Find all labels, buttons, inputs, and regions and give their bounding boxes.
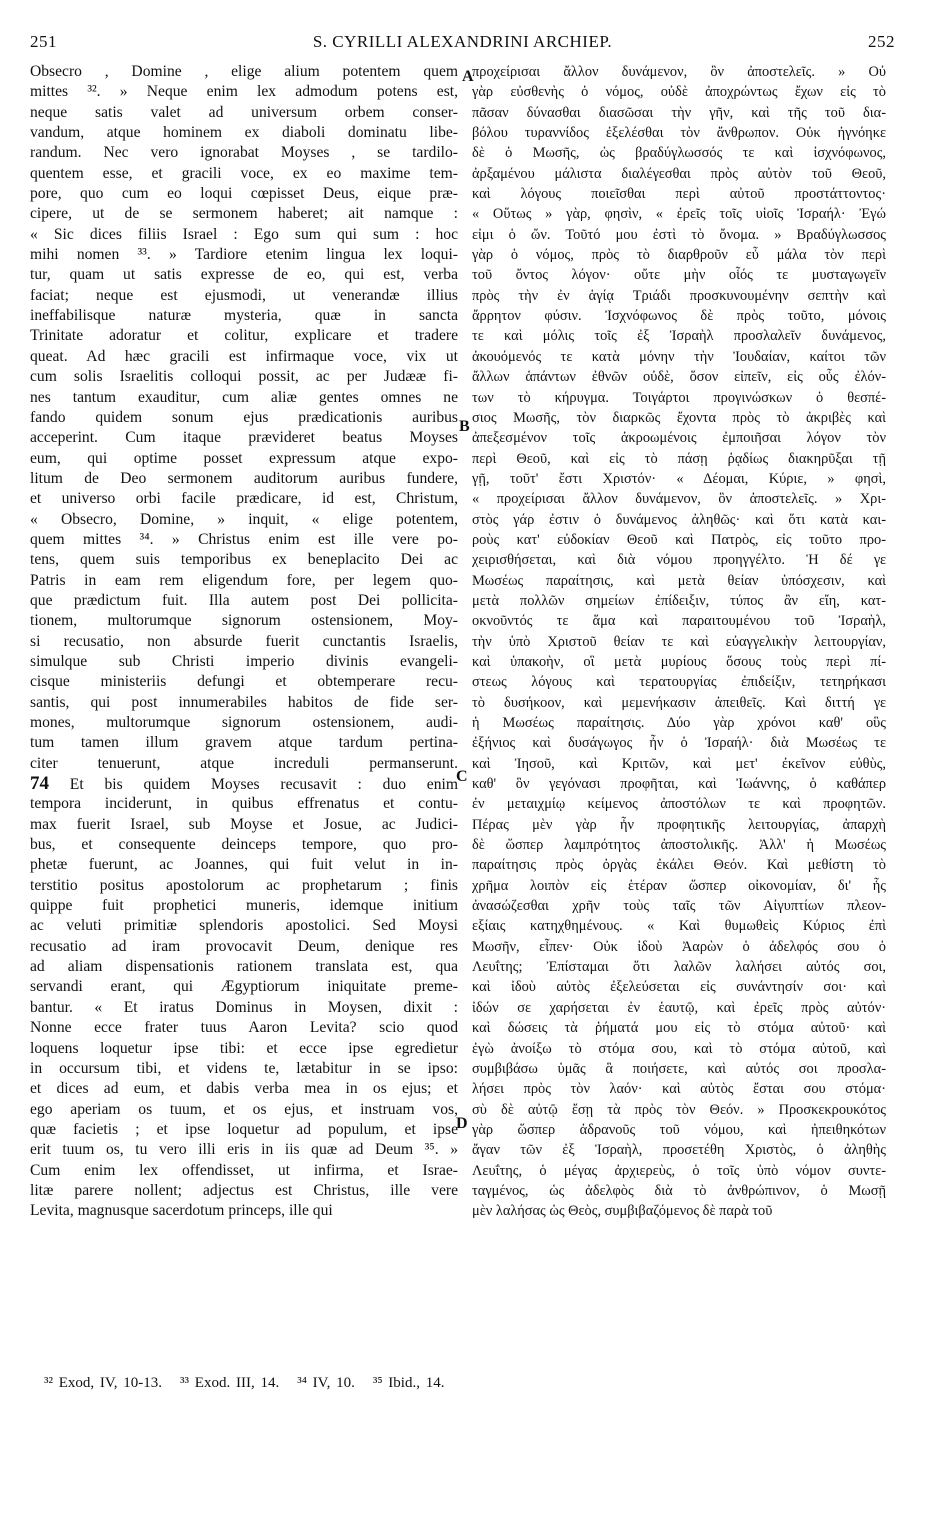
margin-letter-a: A xyxy=(462,68,474,85)
greek-text-line: ἐξήνιος καὶ δυσάγωγος ἦν ὁ Ἰσραήλ· διὰ Μωσέως τε xyxy=(472,735,886,752)
latin-text-line: et dices ad eum, et dabis verba mea in os ejus; et xyxy=(30,1080,458,1098)
greek-text-line: ροὺς κατ' εὐδοκίαν Θεοῦ καὶ Πατρὸς, εἰς τοῦτο προ- xyxy=(472,531,886,548)
greek-text-line: ἄρρητον φύσιν. Ἰσχνόφωνος δὲ πρὸς τοῦτο, μόνοις xyxy=(472,308,886,325)
greek-text-line: τὴν ὑπὸ Χριστοῦ θείαν τε καὶ εὐαγγελικὴν λειτουργίαν, xyxy=(472,633,886,650)
page-number-left: 251 xyxy=(30,32,57,51)
footnote: ³⁴ IV, 10. xyxy=(297,1375,355,1391)
greek-text-line: ἄλλων ἁπάντων ἐθνῶν οὐδὲ, ὅσον εἰπεῖν, εἰς οὖς ἐλόν- xyxy=(472,369,886,386)
greek-text-line: στεως λόγους καὶ τερατουργίας ἐπιδείξιν, τετηρήκασι xyxy=(472,674,886,691)
latin-text-line: mones, multorumque signorum ostensionem, audi- xyxy=(30,714,458,731)
latin-text-line: litæ parere nollent; adjectus est Christus, ille vere xyxy=(30,1181,458,1199)
latin-text-line: Cum enim lex offendisset, ut infirma, et Israe- xyxy=(30,1161,458,1179)
greek-text-line: δὲ ὥσπερ λαμπρότητος ἀποστολικῆς. Ἀλλ' ἡ Μωσέως xyxy=(472,837,886,854)
greek-text-line: πᾶσαν δύνασθαι διασῶσαι τὴν γῆν, καὶ τῆς τοῦ δια- xyxy=(472,104,886,121)
greek-text-line: βόλου τυραννίδος ἐξελέσθαι τὸν ἄνθρωπον. Οὐκ ἠγνόηκε xyxy=(472,125,886,142)
latin-text-line: cisque ministeriis defungi et obtemperare recu- xyxy=(30,673,458,691)
latin-text-line: ad aliam dispensationis rationem translata est, qua xyxy=(30,958,458,976)
latin-text-line: nes tantum exauditur, cum aliæ gentes omnes ne xyxy=(30,388,458,406)
greek-text-line: ἀκουόμενός τε κατὰ μόνην τὴν Ἰουδαίαν, καίτοι τῶν xyxy=(472,348,886,365)
greek-text-line: ἀνασώζεσθαι χρῆν τοὺς ταῖς τῶν Αἰγυπτίων πλεον- xyxy=(472,898,886,915)
running-header xyxy=(30,32,895,58)
footnote: ³² Exod, IV, 10-13. xyxy=(44,1375,163,1391)
greek-text-line: συμβιβάσω ὑμᾶς ἃ ποιήσετε, καὶ αὐτός σοι προσλα- xyxy=(472,1060,886,1077)
latin-text-line: in occursum tibi, et videns te, lætabitur in se ipso: xyxy=(30,1059,458,1077)
latin-text-line: bantur. « Et iratus Dominus in Moysen, dixit : xyxy=(30,998,458,1016)
latin-text-line: queat. Ad hæc gracili est infirmaque voce, vix ut xyxy=(30,347,458,365)
latin-text-line: acceperint. Cum itaque prævideret beatus Moyses xyxy=(30,429,458,447)
latin-text-line: quæ facietis ; et ipse loquetur ad populum, et ipse xyxy=(30,1120,458,1138)
greek-text-line: πρὸς τὴν ἐν ἁγίᾳ Τριάδι προσκυνουμένην σεπτὴν καὶ xyxy=(472,287,886,304)
greek-text-line: στὸς γάρ ἐστιν ὁ δυνάμενος ἀληθῶς· καὶ ὅτι κατὰ και- xyxy=(472,511,886,528)
greek-text-line: ἰδών σε χαρήσεται ἐν ἑαυτῷ, καὶ ἐρεῖς πρὸς αὐτόν· xyxy=(472,999,886,1016)
greek-text-line: χειρισθήσεται, καὶ διὰ νόμου προηγγέλτο. Ἡ δέ γε xyxy=(472,552,886,569)
greek-text-line: καὶ Ἰησοῦ, καὶ Κριτῶν, καὶ μετ' ἐκεῖνον εὐθὺς, xyxy=(472,755,886,772)
latin-text-line: et universo orbi facile prædicare, id est, Christum, xyxy=(30,490,458,508)
greek-text-line: λήσει πρὸς τὸν λαόν· καὶ αὐτὸς ἔσται σου στόμα· xyxy=(472,1081,886,1098)
section-number: 74 xyxy=(30,774,49,795)
latin-text-line: Trinitate adoratur et colitur, explicare et tradere xyxy=(30,327,458,345)
greek-text-line: γῇ, τοῦτ' ἔστι Χριστόν· « Δέομαι, Κύριε, » φησὶ, xyxy=(472,470,886,487)
latin-text-line: quippe fuit prophetici muneris, idemque initium xyxy=(30,897,458,915)
greek-text-line: παραίτησις πρὸς ὀργὰς ἐκάλει Θεόν. Καὶ μεθίστη τὸ xyxy=(472,857,886,874)
latin-text-line: tionem, multorumque signorum ostensionem, Moy- xyxy=(30,612,458,630)
greek-text-line: γὰρ ὥσπερ ἀδρανοῦς τοῦ νόμου, καὶ ἠπειθηκότων xyxy=(472,1121,886,1138)
greek-text-line: ἀρξαμένου μάλιστα διαλέγεσθαι πρὸς αὐτὸν τοῦ Θεοῦ, xyxy=(472,165,886,182)
greek-text-line: εξίαις κατηχθημένους. « Καὶ θυμωθεὶς Κύριος ἐπὶ xyxy=(472,918,886,935)
latin-text-line: ac veluti primitiæ splendoris apostolici. Sed Moysi xyxy=(30,917,458,935)
greek-text-line: ἐν μεταιχμίῳ κείμενος ἀποστόλων τε καὶ προφητῶν. xyxy=(472,796,886,813)
latin-text-line: cum solis Israelitis colloqui possit, ac per Judææ fi- xyxy=(30,368,458,386)
greek-text-line: « προχείρισαι ἄλλον δυνάμενον, ὃν ἀποστελεῖς. » Χρι- xyxy=(472,491,886,508)
greek-text-line: σὺ δὲ αὐτῷ ἔσῃ τὰ πρὸς τὸν Θεόν. » Προσκεκρουκότος xyxy=(472,1101,886,1118)
latin-text-line: mihi nomen ³³. » Tardiore etenim lingua lex loqui- xyxy=(30,246,458,264)
latin-text-line: quem mittes ³⁴. » Christus enim est ille vere po- xyxy=(30,530,458,548)
latin-column xyxy=(30,62,458,1222)
latin-text-line: tur, quam ut satis expresse de eo, qui est, verba xyxy=(30,266,458,284)
greek-text-line: των τὸ κήρυγμα. Τοιγάρτοι προγινώσκων ὁ θεσπέ- xyxy=(472,389,886,406)
greek-text-line: καὶ ὑπακοὴν, οἳ μετὰ μυρίους ὅσους τοὺς περὶ πί- xyxy=(472,653,886,670)
latin-text-line: bus, et consequente deinceps tempore, quo pro- xyxy=(30,836,458,854)
margin-letter-c: C xyxy=(456,768,468,785)
latin-text-line: si recusatio, non absurde fuerit cunctantis Israelis, xyxy=(30,632,458,650)
footnotes xyxy=(44,1375,891,1392)
latin-text-line: 74 Et bis quidem Moyses recusavit : duo enim xyxy=(30,774,458,795)
latin-text-line: vandum, atque hominem ex diaboli dominatu libe- xyxy=(30,124,458,142)
page-number-right: 252 xyxy=(868,32,895,51)
latin-text-line: Obsecro , Domine , elige alium potentem quem xyxy=(30,63,458,80)
latin-text-line: Patris in eam rem eligendum fore, per legem quo- xyxy=(30,571,458,589)
latin-text-line: servandi erant, qui Ægyptiorum iniquitate preme- xyxy=(30,978,458,996)
greek-text-line: οκνοῦντός τε ἅμα καὶ παραιτουμένου τοῦ Ἰσραὴλ, xyxy=(472,613,886,630)
latin-text-line: ineffabilisque naturæ mysteria, quæ in sancta xyxy=(30,307,458,325)
latin-text-line: fando quidem sonum ejus prædicationis auribus xyxy=(30,408,458,426)
greek-text-line: ἐγὼ ἀνοίξω τὸ στόμα σου, καὶ τὸ στόμα αὐτοῦ, καὶ xyxy=(472,1040,886,1057)
greek-text-line: καὶ ἰδοὺ αὐτὸς ἐξελεύσεται εἰς συνάντησίν σοι· καὶ xyxy=(472,979,886,996)
greek-text-line: καθ' ὃν γεγόνασι προφῆται, καὶ Ἰωάννης, ὁ καθάπερ xyxy=(472,776,886,793)
greek-text-line: ἀπεξεσμένον τοῖς ἀκροωμένοις ἐμποιῆσαι λόγον τὸν xyxy=(472,430,886,447)
margin-letter-d: D xyxy=(456,1115,468,1132)
latin-text-line: « Obsecro, Domine, » inquit, « elige potentem, xyxy=(30,510,458,528)
greek-text-line: ἡ Μωσέως παραίτησις. Δύο γὰρ χρόνοι καθ' οὓς xyxy=(472,715,886,731)
greek-text-line: χρῆμα λοιπὸν εἰς ἑτέραν ὥσπερ οἰκονομίαν, δι' ἧς xyxy=(472,877,886,894)
running-title: S. CYRILLI ALEXANDRINI ARCHIEP. xyxy=(312,32,613,51)
greek-text-line: καὶ λόγους ποιεῖσθαι περὶ αὐτοῦ προστάττοντος· xyxy=(472,186,886,203)
latin-text-line: ego aperiam os tuum, et os ejus, et instruam vos, xyxy=(30,1100,458,1118)
greek-text-line: τοῦ ὄντος λόγον· οὔτε μὴν οἷός τε μυσταγωγεῖν xyxy=(472,267,886,284)
greek-text-line: Λευΐτης; Ἐπίσταμαι ὅτι λαλῶν λαλήσει αὐτός σοι, xyxy=(472,959,886,976)
latin-text-line: mittes ³². » Neque enim lex admodum potens est, xyxy=(30,83,458,101)
greek-text-line: γὰρ εὐσθενὴς ὁ νόμος, οὐδὲ ἀποχρώντως ἔχων εἰς τὸ xyxy=(472,84,886,101)
greek-text-line: Μωσῆν, εἶπεν· Οὐκ ἰδοὺ Ἀαρὼν ὁ ἀδελφός σου ὁ xyxy=(472,938,886,955)
latin-text-line: citer tenuerunt, atque increduli permanserunt. xyxy=(30,754,458,772)
latin-text-line: « Sic dices filiis Israel : Ego sum qui sum : hoc xyxy=(30,225,458,243)
greek-text-line: τὸ δυσήκοον, καὶ μεμενήκασιν ἀπειθεῖς. Καὶ διττή γε xyxy=(472,694,886,711)
greek-text-line: εἰμι ὁ ὤν. Τοῦτό μου ἐστὶ τὸ ὄνομα. » Βραδύγλωσσος xyxy=(472,226,886,243)
latin-text-line: que prædictum fuit. Illa autem post Dei pollicita- xyxy=(30,591,458,609)
latin-text-line: santis, qui post innumerabiles habitos de fide ser- xyxy=(30,693,458,711)
latin-text-line: recusatio ad iram provocavit Deum, denique res xyxy=(30,937,458,955)
latin-text-line: phetæ fuerunt, ac Joannes, qui fuit velut in in- xyxy=(30,856,458,874)
latin-text-line: tum tamen illum gravem atque tardum pertina- xyxy=(30,734,458,752)
greek-text-line: μὲν λαλήσας ὡς Θεὸς, συμβιβαζόμενος δὲ παρὰ τοῦ xyxy=(472,1203,773,1220)
greek-text-line: σιος Μωσῆς, τὸν διαρκῶς ἔχοντα πρὸς τὸ ἀκριβὲς καὶ xyxy=(472,409,886,426)
latin-text-line: eum, qui optime posset expressum atque expo- xyxy=(30,449,458,467)
greek-text-line: γὰρ ὁ νόμος, πρὸς τὸ διαρθροῦν εὖ μάλα τὸν περὶ xyxy=(472,247,886,264)
latin-text-line: tempora inciderunt, in quibus effrenatus et contu- xyxy=(30,795,458,813)
latin-text-line: Nonne ecce frater tuus Aaron Levita? scio quod xyxy=(30,1019,458,1037)
latin-text-line: loquens loquetur ipse tibi: et ecce ipse egredietur xyxy=(30,1039,458,1057)
greek-text-line: μετὰ πολλῶν σημείων ἐπίδειξιν, τύπος ἂν εἴη, κατ- xyxy=(472,592,886,609)
greek-text-line: τε καὶ μόλις τοῖς ἐξ Ἰσραὴλ προσλαλεῖν δυνάμενος, xyxy=(472,328,886,345)
footnote: ³³ Exod. III, 14. xyxy=(180,1375,280,1391)
latin-text-line: quentem esse, et gracili voce, ex eo maxime tem- xyxy=(30,164,458,182)
latin-text-line: terstitio positus apostolorum ac prophetarum ; finis xyxy=(30,876,458,894)
latin-text-line: cipere, ut de se sermonem haberet; ait namque : xyxy=(30,205,458,223)
greek-text-line: ταγμένος, ὡς ἀδελφὸς διὰ τὸ ἀνθρώπινον, ὁ Μωσῇ xyxy=(472,1182,886,1199)
greek-text-line: ἄγαν τῶν ἐξ Ἰσραὴλ, προσετέθη Χριστὸς, ὁ ἀληθὴς xyxy=(472,1142,886,1159)
latin-text-line: Levita, magnusque sacerdotum princeps, ille qui xyxy=(30,1202,333,1220)
greek-text-line: καὶ δώσεις τὰ ῥήματά μου εἰς τὸ στόμα αὐτοῦ· καὶ xyxy=(472,1020,886,1037)
latin-text-line: erit tuum os, tu vero illi eris in iis quæ ad Deum ³⁵. » xyxy=(30,1141,458,1159)
latin-text-line: faciat; neque est ejusmodi, ut venerandæ illius xyxy=(30,286,458,304)
greek-text-line: Μωσέως παραίτησις, καὶ μετὰ θείαν ὑπόσχεσιν, καὶ xyxy=(472,572,886,589)
footnote: ³⁵ Ibid., 14. xyxy=(372,1375,445,1391)
greek-text-line: Λευΐτης, ὁ μέγας ἀρχιερεὺς, ὁ τοῖς ὑπὸ νόμον συντε- xyxy=(472,1162,886,1179)
latin-text-line: randum. Nec vero ignorabat Moyses , se tardilo- xyxy=(30,144,458,162)
latin-text-line: simulque sub Christi imperio divinis evangeli- xyxy=(30,652,458,670)
latin-text-line: max fuerit Israel, sub Moyse et Josue, ac Judici- xyxy=(30,815,458,833)
latin-text-line: tens, quem suis temporibus ex beneplacito Dei ac xyxy=(30,551,458,569)
greek-text-line: « Οὕτως » γὰρ, φησὶν, « ἐρεῖς τοῖς υἱοῖς Ἰσραήλ· Ἐγώ xyxy=(472,206,886,223)
greek-column xyxy=(472,62,886,1222)
latin-text-line: neque satis valet ad universum orbem conser- xyxy=(30,103,458,121)
latin-text-line: pore, quo cum eo loqui cœpisset Deus, eique præ- xyxy=(30,185,458,203)
latin-text-line: litum de Deo sermonem auditorum auribus fundere, xyxy=(30,469,458,487)
greek-text-line: δὲ ὁ Μωσῆς, ὡς βραδύγλωσσός τε καὶ ἰσχνόφωνος, xyxy=(472,145,886,162)
greek-text-line: προχείρισαι ἄλλον δυνάμενον, ὃν ἀποστελεῖς. » Οὐ xyxy=(472,64,886,80)
margin-letter-b: B xyxy=(459,418,470,435)
greek-text-line: Πέρας μὲν γὰρ ἦν προφητικῆς λειτουργίας, ἀπαρχὴ xyxy=(472,816,886,833)
greek-text-line: περὶ Θεοῦ, καὶ εἰς τὸ πάσῃ ῥᾳδίως διακηρῦξαι τῇ xyxy=(472,450,886,467)
